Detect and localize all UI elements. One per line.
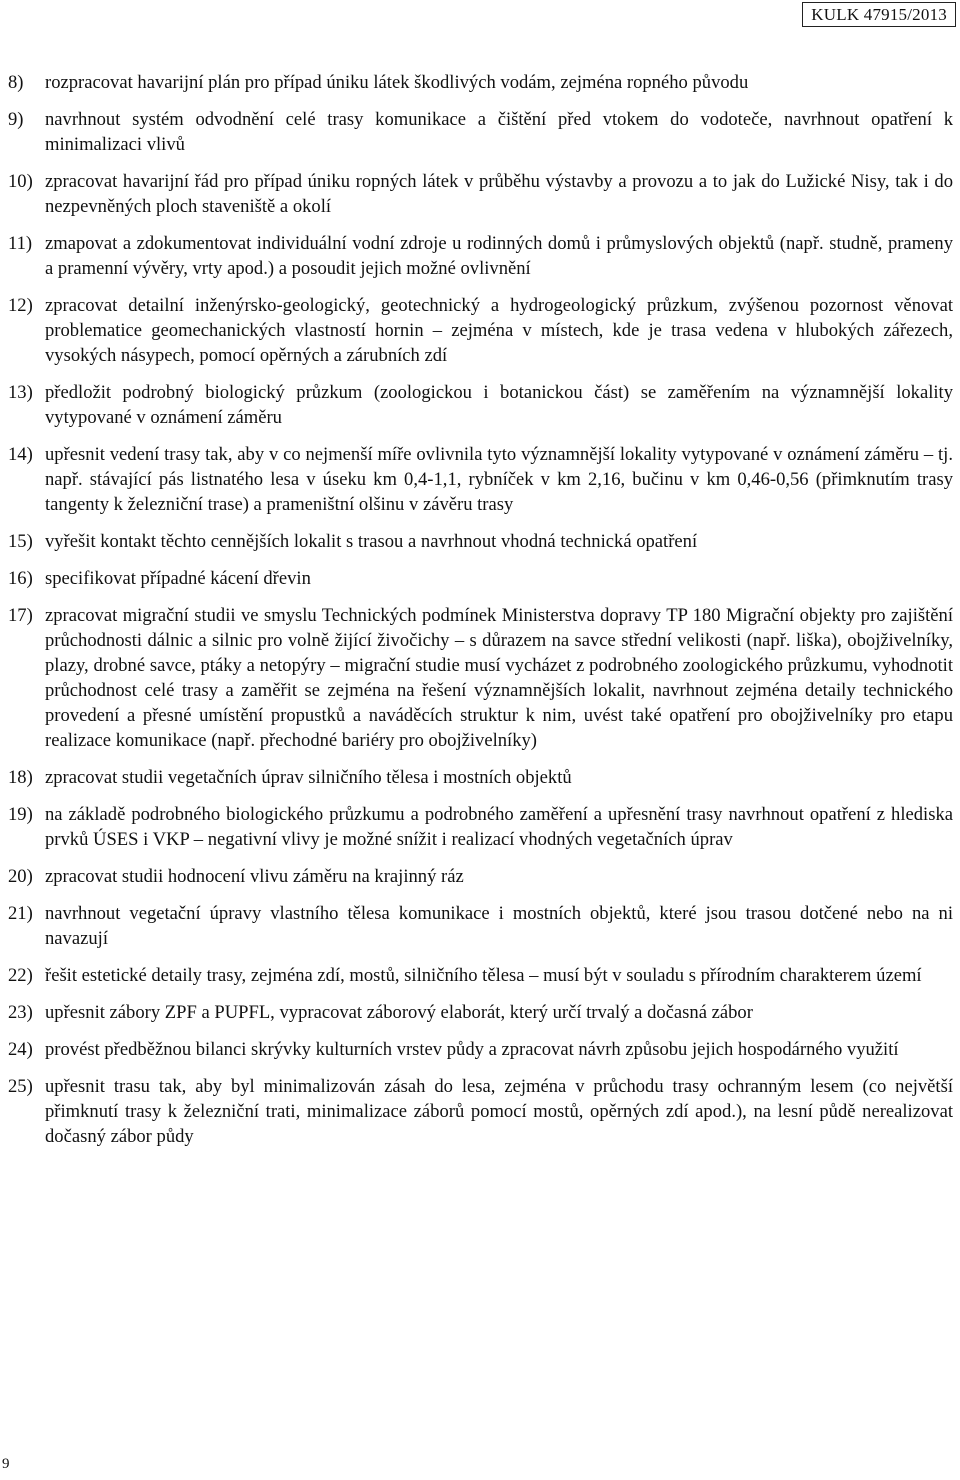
item-text: vyřešit kontakt těchto cennějších lokalit s trasou a navrhnout vhodná technická opatření [45,531,698,552]
list-item [8,442,953,517]
item-text: upřesnit trasu tak, aby byl minimalizován zásah do lesa, zejména v průchodu trasy ochranným lesem (co největší přimknutí trasy k železniční trati, minimalizace záborů pomocí mostů, opěrných zdí apod.), na lesní půdě nerealizovat dočasný zábor půdy [45,1076,953,1147]
list-item [8,1074,953,1149]
list-item [8,765,953,790]
item-number: 21) [8,903,33,924]
item-number: 15) [8,531,33,552]
item-text: zmapovat a zdokumentovat individuální vodní zdroje u rodinných domů i průmyslových objektů (např. studně, prameny a pramenní vývěry, vrty apod.) a posoudit jejich možné ovlivnění [45,233,953,279]
item-number: 19) [8,804,33,825]
list-item [8,70,953,95]
item-text: zpracovat studii vegetačních úprav silničního tělesa i mostních objektů [45,767,572,788]
item-text: specifikovat případné kácení dřevin [45,568,311,589]
item-text: zpracovat migrační studii ve smyslu Technických podmínek Ministerstva dopravy TP 180 Migrační objekty pro zajištění průchodnosti dálnic a silnic pro volně žijící živočichy – s důrazem na savce střední velikosti (např. liška), obojživelníky, plazy, drobné savce, ptáky a netopýry – migrační studie musí vycházet z podrobného zoologického průzkumu, vyhodnotit průchodnost celé trasy a zaměřit se zejména na řešení významnějších lokalit, navrhnout zejména detaily technického provedení a přesné umístění propustků a naváděcích struktur k nim, uvést také opatření pro obojživelníky pro etapu realizace komunikace (např. přechodné bariéry pro obojživelníky) [45,605,953,751]
list-item [8,231,953,281]
list-item [8,1037,953,1062]
item-text: rozpracovat havarijní plán pro případ úniku látek škodlivých vodám, zejména ropného původu [45,72,749,93]
list-item [8,802,953,852]
item-number: 13) [8,382,33,403]
item-number: 17) [8,605,33,626]
page-number: 9 [2,1456,10,1472]
item-text: navrhnout vegetační úpravy vlastního tělesa komunikace i mostních objektů, které jsou trasou dotčené nebo na ni navazují [45,903,953,949]
list-item [8,107,953,157]
list-item [8,901,953,951]
list-item [8,963,953,988]
list-item [8,864,953,889]
list-item [8,566,953,591]
document-reference-number: KULK 47915/2013 [802,2,956,27]
item-number: 11) [8,233,33,254]
item-number: 20) [8,866,33,887]
item-number: 24) [8,1039,33,1060]
item-text: předložit podrobný biologický průzkum (zoologickou i botanickou část) se zaměřením na významnější lokality vytypované v oznámení záměru [45,382,953,428]
list-item [8,529,953,554]
item-number: 12) [8,295,33,316]
item-text: upřesnit zábory ZPF a PUPFL, vypracovat záborový elaborát, který určí trvalý a dočasná zábor [45,1002,753,1023]
item-number: 16) [8,568,33,589]
item-number: 18) [8,767,33,788]
item-number: 22) [8,965,33,986]
item-text: na základě podrobného biologického průzkumu a podrobného zaměření a upřesnění trasy navrhnout opatření z hlediska prvků ÚSES i VKP – negativní vlivy je možné snížit i realizací vhodných vegetačních úprav [45,804,953,850]
item-number: 9) [8,109,24,130]
item-text: upřesnit vedení trasy tak, aby v co nejmenší míře ovlivnila tyto významnější lokality vytypované v oznámení záměru – tj. např. stávající pás listnatého lesa v úseku km 0,4-1,1, rybníček v km 2,16, bučinu v km 0,46-0,56 (přimknutím trasy tangenty k železniční trase) a prameništní olšinu v závěru trasy [45,444,953,515]
list-item [8,603,953,753]
item-text: zpracovat detailní inženýrsko-geologický, geotechnický a hydrogeologický průzkum, zvýšenou pozornost věnovat problematice geomechanických vlastností hornin – zejména v místech, kde je trasa vedena v hlubokých zářezech, vysokých násypech, pomocí opěrných a zárubních zdí [45,295,953,366]
requirements-list [8,70,953,1161]
item-text: navrhnout systém odvodnění celé trasy komunikace a čištění před vtokem do vodoteče, navrhnout opatření k minimalizaci vlivů [45,109,953,155]
item-number: 10) [8,171,33,192]
item-text: provést předběžnou bilanci skrývky kulturních vrstev půdy a zpracovat návrh způsobu jejich hospodárného využití [45,1039,899,1060]
list-item [8,1000,953,1025]
item-text: řešit estetické detaily trasy, zejména zdí, mostů, silničního tělesa – musí být v souladu s přírodním charakterem území [45,965,922,986]
item-number: 23) [8,1002,33,1023]
item-text: zpracovat havarijní řád pro případ úniku ropných látek v průběhu výstavby a provozu a to jak do Lužické Nisy, tak i do nezpevněných ploch staveniště a okolí [45,171,953,217]
list-item [8,169,953,219]
item-text: zpracovat studii hodnocení vlivu záměru na krajinný ráz [45,866,464,887]
list-item [8,293,953,368]
item-number: 25) [8,1076,33,1097]
item-number: 14) [8,444,33,465]
item-number: 8) [8,72,24,93]
list-item [8,380,953,430]
